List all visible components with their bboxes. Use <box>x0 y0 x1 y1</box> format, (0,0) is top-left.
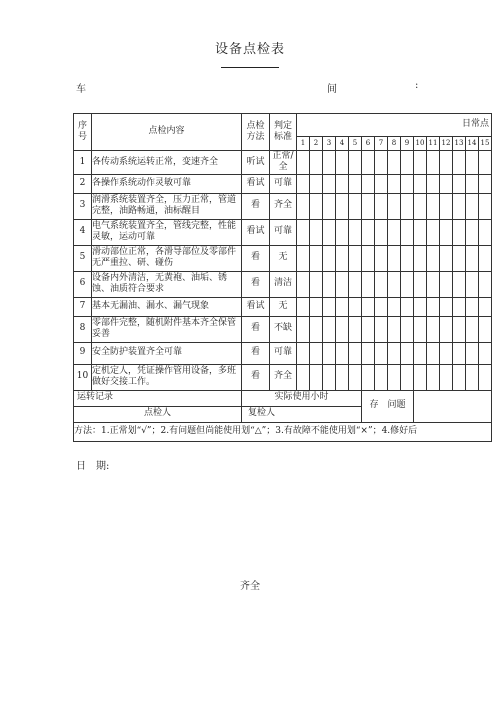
check-cell[interactable] <box>401 151 414 175</box>
table-row <box>74 193 492 219</box>
row-standard: 可靠 <box>270 174 297 193</box>
check-cell[interactable] <box>310 271 323 297</box>
row-standard: 清洁 <box>270 271 297 297</box>
check-cell[interactable] <box>414 219 427 245</box>
check-cell[interactable] <box>466 316 479 342</box>
check-cell[interactable] <box>479 364 492 390</box>
check-cell[interactable] <box>310 342 323 364</box>
check-cell[interactable] <box>336 271 349 297</box>
check-cell[interactable] <box>466 151 479 175</box>
check-cell[interactable] <box>427 193 440 219</box>
check-cell[interactable] <box>310 151 323 175</box>
row-content: 设备内外清洁，无黄袍、油垢、锈蚀、油质符合要求 <box>92 271 242 297</box>
check-cell[interactable] <box>479 271 492 297</box>
check-cell[interactable] <box>427 342 440 364</box>
check-cell[interactable] <box>388 342 401 364</box>
table-row <box>74 364 492 390</box>
check-cell[interactable] <box>414 297 427 316</box>
check-cell[interactable] <box>362 174 375 193</box>
check-cell[interactable] <box>349 174 362 193</box>
check-cell[interactable] <box>440 245 453 271</box>
method-note: 方法：1.正常划“√”；2.有问题但尚能使用划“△”；3.有故障不能使用划“×”；4.修好后 <box>74 422 492 441</box>
check-cell[interactable] <box>362 245 375 271</box>
check-cell[interactable] <box>297 342 310 364</box>
check-cell[interactable] <box>336 245 349 271</box>
check-cell[interactable] <box>362 297 375 316</box>
check-cell[interactable] <box>362 151 375 175</box>
footer-row-3 <box>74 422 492 441</box>
check-cell[interactable] <box>349 151 362 175</box>
row-standard: 无 <box>270 245 297 271</box>
check-cell[interactable] <box>349 219 362 245</box>
inspector-label: 点检人 <box>74 406 242 422</box>
check-cell[interactable] <box>414 271 427 297</box>
check-cell[interactable] <box>479 151 492 175</box>
check-cell[interactable] <box>323 151 336 175</box>
header-standard: 判定标准 <box>270 114 297 151</box>
check-cell[interactable] <box>310 297 323 316</box>
row-content: 定机定人，凭证操作管用设备，多班做好交接工作。 <box>92 364 242 390</box>
check-cell[interactable] <box>323 342 336 364</box>
row-method: 看试 <box>242 219 270 245</box>
row-content: 润滑系统装置齐全，压力正常，管道完整，油路畅通，油标醒目 <box>92 193 242 219</box>
check-cell[interactable] <box>336 316 349 342</box>
date-label: 日 期: <box>76 461 110 472</box>
check-cell[interactable] <box>427 245 440 271</box>
issues-label: 存 问题 <box>362 390 414 422</box>
table-row <box>74 219 492 245</box>
check-cell[interactable] <box>401 193 414 219</box>
check-cell[interactable] <box>414 316 427 342</box>
check-cell[interactable] <box>297 193 310 219</box>
row-content: 基本无漏油、漏水、漏气现象 <box>92 297 242 316</box>
inspection-table <box>73 113 492 442</box>
row-seq: 8 <box>74 316 92 342</box>
check-cell[interactable] <box>453 219 466 245</box>
check-cell[interactable] <box>401 219 414 245</box>
check-cell[interactable] <box>310 316 323 342</box>
check-cell[interactable] <box>401 364 414 390</box>
day-header-8: 8 <box>388 137 401 151</box>
check-cell[interactable] <box>297 364 310 390</box>
check-cell[interactable] <box>453 297 466 316</box>
check-cell[interactable] <box>323 316 336 342</box>
check-cell[interactable] <box>323 297 336 316</box>
issues-field[interactable] <box>414 390 492 422</box>
check-cell[interactable] <box>401 297 414 316</box>
check-cell[interactable] <box>375 193 388 219</box>
check-cell[interactable] <box>297 271 310 297</box>
check-cell[interactable] <box>414 364 427 390</box>
shift-record-label: 运转记录 <box>74 390 242 406</box>
check-cell[interactable] <box>414 342 427 364</box>
check-cell[interactable] <box>323 219 336 245</box>
check-cell[interactable] <box>453 342 466 364</box>
check-cell[interactable] <box>310 193 323 219</box>
check-cell[interactable] <box>388 174 401 193</box>
check-cell[interactable] <box>453 193 466 219</box>
check-cell[interactable] <box>297 174 310 193</box>
check-cell[interactable] <box>375 174 388 193</box>
check-cell[interactable] <box>479 245 492 271</box>
check-cell[interactable] <box>388 271 401 297</box>
check-cell[interactable] <box>375 151 388 175</box>
check-cell[interactable] <box>453 151 466 175</box>
check-cell[interactable] <box>375 316 388 342</box>
check-cell[interactable] <box>323 245 336 271</box>
check-cell[interactable] <box>414 174 427 193</box>
check-cell[interactable] <box>388 364 401 390</box>
row-seq: 1 <box>74 151 92 175</box>
check-cell[interactable] <box>440 297 453 316</box>
check-cell[interactable] <box>440 174 453 193</box>
row-method: 看 <box>242 245 270 271</box>
row-seq: 4 <box>74 219 92 245</box>
check-cell[interactable] <box>479 297 492 316</box>
check-cell[interactable] <box>479 342 492 364</box>
check-cell[interactable] <box>336 174 349 193</box>
table-row <box>74 174 492 193</box>
row-standard: 不缺 <box>270 316 297 342</box>
footer-row-1 <box>74 390 492 406</box>
check-cell[interactable] <box>401 316 414 342</box>
table-row <box>74 151 492 175</box>
row-method: 看试 <box>242 297 270 316</box>
check-cell[interactable] <box>453 364 466 390</box>
row-content: 零部件完整，随机附件基本齐全保管妥善 <box>92 316 242 342</box>
check-cell[interactable] <box>362 193 375 219</box>
check-cell[interactable] <box>466 193 479 219</box>
row-method: 看试 <box>242 174 270 193</box>
check-cell[interactable] <box>362 342 375 364</box>
check-cell[interactable] <box>427 297 440 316</box>
row-seq: 9 <box>74 342 92 364</box>
row-standard: 正常/全 <box>270 151 297 175</box>
check-cell[interactable] <box>388 245 401 271</box>
row-method: 看 <box>242 364 270 390</box>
check-cell[interactable] <box>297 316 310 342</box>
check-cell[interactable] <box>336 151 349 175</box>
day-header-2: 2 <box>310 137 323 151</box>
check-cell[interactable] <box>323 174 336 193</box>
check-cell[interactable] <box>427 316 440 342</box>
day-header-1: 1 <box>297 137 310 151</box>
check-cell[interactable] <box>414 151 427 175</box>
check-cell[interactable] <box>336 297 349 316</box>
check-cell[interactable] <box>336 342 349 364</box>
check-cell[interactable] <box>479 316 492 342</box>
check-cell[interactable] <box>466 245 479 271</box>
workshop-label: 车 <box>76 84 86 95</box>
reviewer-label: 复检人 <box>242 406 362 422</box>
row-method: 听试 <box>242 151 270 175</box>
check-cell[interactable] <box>336 193 349 219</box>
row-seq: 3 <box>74 193 92 219</box>
check-cell[interactable] <box>375 271 388 297</box>
check-cell[interactable] <box>336 364 349 390</box>
check-cell[interactable] <box>479 219 492 245</box>
row-standard: 无 <box>270 297 297 316</box>
row-method: 看 <box>242 342 270 364</box>
check-cell[interactable] <box>388 193 401 219</box>
check-cell[interactable] <box>466 364 479 390</box>
section-label: 间 <box>327 84 337 95</box>
check-cell[interactable] <box>349 342 362 364</box>
day-header-15: 15 <box>479 137 492 151</box>
check-cell[interactable] <box>323 193 336 219</box>
title-underline <box>221 67 279 68</box>
day-header-3: 3 <box>323 137 336 151</box>
check-cell[interactable] <box>310 364 323 390</box>
check-cell[interactable] <box>323 271 336 297</box>
row-standard: 可靠 <box>270 342 297 364</box>
check-cell[interactable] <box>401 245 414 271</box>
check-cell[interactable] <box>414 193 427 219</box>
check-cell[interactable] <box>362 219 375 245</box>
check-cell[interactable] <box>388 316 401 342</box>
check-cell[interactable] <box>453 174 466 193</box>
check-cell[interactable] <box>336 219 349 245</box>
check-cell[interactable] <box>297 297 310 316</box>
row-seq: 10 <box>74 364 92 390</box>
check-cell[interactable] <box>440 219 453 245</box>
day-header-10: 10 <box>414 137 427 151</box>
check-cell[interactable] <box>479 193 492 219</box>
check-cell[interactable] <box>427 364 440 390</box>
check-cell[interactable] <box>297 219 310 245</box>
check-cell[interactable] <box>453 316 466 342</box>
table-row <box>74 245 492 271</box>
check-cell[interactable] <box>427 151 440 175</box>
row-seq: 2 <box>74 174 92 193</box>
check-cell[interactable] <box>440 342 453 364</box>
header-daily: 日常点 <box>297 114 492 137</box>
check-cell[interactable] <box>414 245 427 271</box>
day-header-12: 12 <box>440 137 453 151</box>
check-cell[interactable] <box>323 364 336 390</box>
row-content: 各操作系统动作灵敏可靠 <box>92 174 242 193</box>
day-header-9: 9 <box>401 137 414 151</box>
check-cell[interactable] <box>362 316 375 342</box>
row-content: 滑动部位正常，各滑导部位及零部件无严重拉、研、碰伤 <box>92 245 242 271</box>
check-cell[interactable] <box>349 316 362 342</box>
row-seq: 7 <box>74 297 92 316</box>
check-cell[interactable] <box>440 316 453 342</box>
table-row <box>74 342 492 364</box>
row-seq: 6 <box>74 271 92 297</box>
row-standard: 齐全 <box>270 193 297 219</box>
actual-hours-label: 实际使用小时 <box>242 390 362 406</box>
check-cell[interactable] <box>388 151 401 175</box>
check-cell[interactable] <box>375 342 388 364</box>
check-cell[interactable] <box>440 151 453 175</box>
check-cell[interactable] <box>401 174 414 193</box>
check-cell[interactable] <box>375 245 388 271</box>
check-cell[interactable] <box>349 245 362 271</box>
check-cell[interactable] <box>466 297 479 316</box>
check-cell[interactable] <box>427 174 440 193</box>
row-content: 电气系统装置齐全，管线完整，性能灵敏，运动可靠 <box>92 219 242 245</box>
check-cell[interactable] <box>375 219 388 245</box>
check-cell[interactable] <box>440 364 453 390</box>
day-header-13: 13 <box>453 137 466 151</box>
check-cell[interactable] <box>453 245 466 271</box>
check-cell[interactable] <box>479 174 492 193</box>
check-cell[interactable] <box>401 271 414 297</box>
check-cell[interactable] <box>466 219 479 245</box>
check-cell[interactable] <box>453 271 466 297</box>
check-cell[interactable] <box>388 219 401 245</box>
check-cell[interactable] <box>310 245 323 271</box>
row-standard: 齐全 <box>270 364 297 390</box>
row-content: 各传动系统运转正常，变速齐全 <box>92 151 242 175</box>
row-content: 安全防护装置齐全可靠 <box>92 342 242 364</box>
check-cell[interactable] <box>349 364 362 390</box>
header-row <box>74 114 492 137</box>
day-header-6: 6 <box>362 137 375 151</box>
check-cell[interactable] <box>401 342 414 364</box>
day-header-11: 11 <box>427 137 440 151</box>
table-row <box>74 271 492 297</box>
row-standard: 可靠 <box>270 219 297 245</box>
check-cell[interactable] <box>427 271 440 297</box>
day-header-5: 5 <box>349 137 362 151</box>
day-header-14: 14 <box>466 137 479 151</box>
check-cell[interactable] <box>388 297 401 316</box>
check-cell[interactable] <box>440 193 453 219</box>
header-method: 点检方法 <box>242 114 270 151</box>
check-cell[interactable] <box>375 364 388 390</box>
row-method: 看 <box>242 193 270 219</box>
check-cell[interactable] <box>466 271 479 297</box>
check-cell[interactable] <box>349 193 362 219</box>
table-row <box>74 316 492 342</box>
bottom-text: 齐全 <box>240 581 260 592</box>
check-cell[interactable] <box>310 174 323 193</box>
check-cell[interactable] <box>349 271 362 297</box>
check-cell[interactable] <box>466 342 479 364</box>
day-header-4: 4 <box>336 137 349 151</box>
table-row <box>74 297 492 316</box>
check-cell[interactable] <box>349 297 362 316</box>
check-cell[interactable] <box>375 297 388 316</box>
check-cell[interactable] <box>362 271 375 297</box>
row-method: 看 <box>242 271 270 297</box>
check-cell[interactable] <box>297 245 310 271</box>
day-header-7: 7 <box>375 137 388 151</box>
check-cell[interactable] <box>310 219 323 245</box>
check-cell[interactable] <box>440 271 453 297</box>
colon-mark: : <box>415 80 419 91</box>
header-content: 点检内容 <box>92 114 242 151</box>
check-cell[interactable] <box>297 151 310 175</box>
page-title: 设备点检表 <box>214 42 285 57</box>
check-cell[interactable] <box>362 364 375 390</box>
row-method: 看 <box>242 316 270 342</box>
header-seq: 序号 <box>74 114 92 151</box>
row-seq: 5 <box>74 245 92 271</box>
check-cell[interactable] <box>427 219 440 245</box>
check-cell[interactable] <box>466 174 479 193</box>
